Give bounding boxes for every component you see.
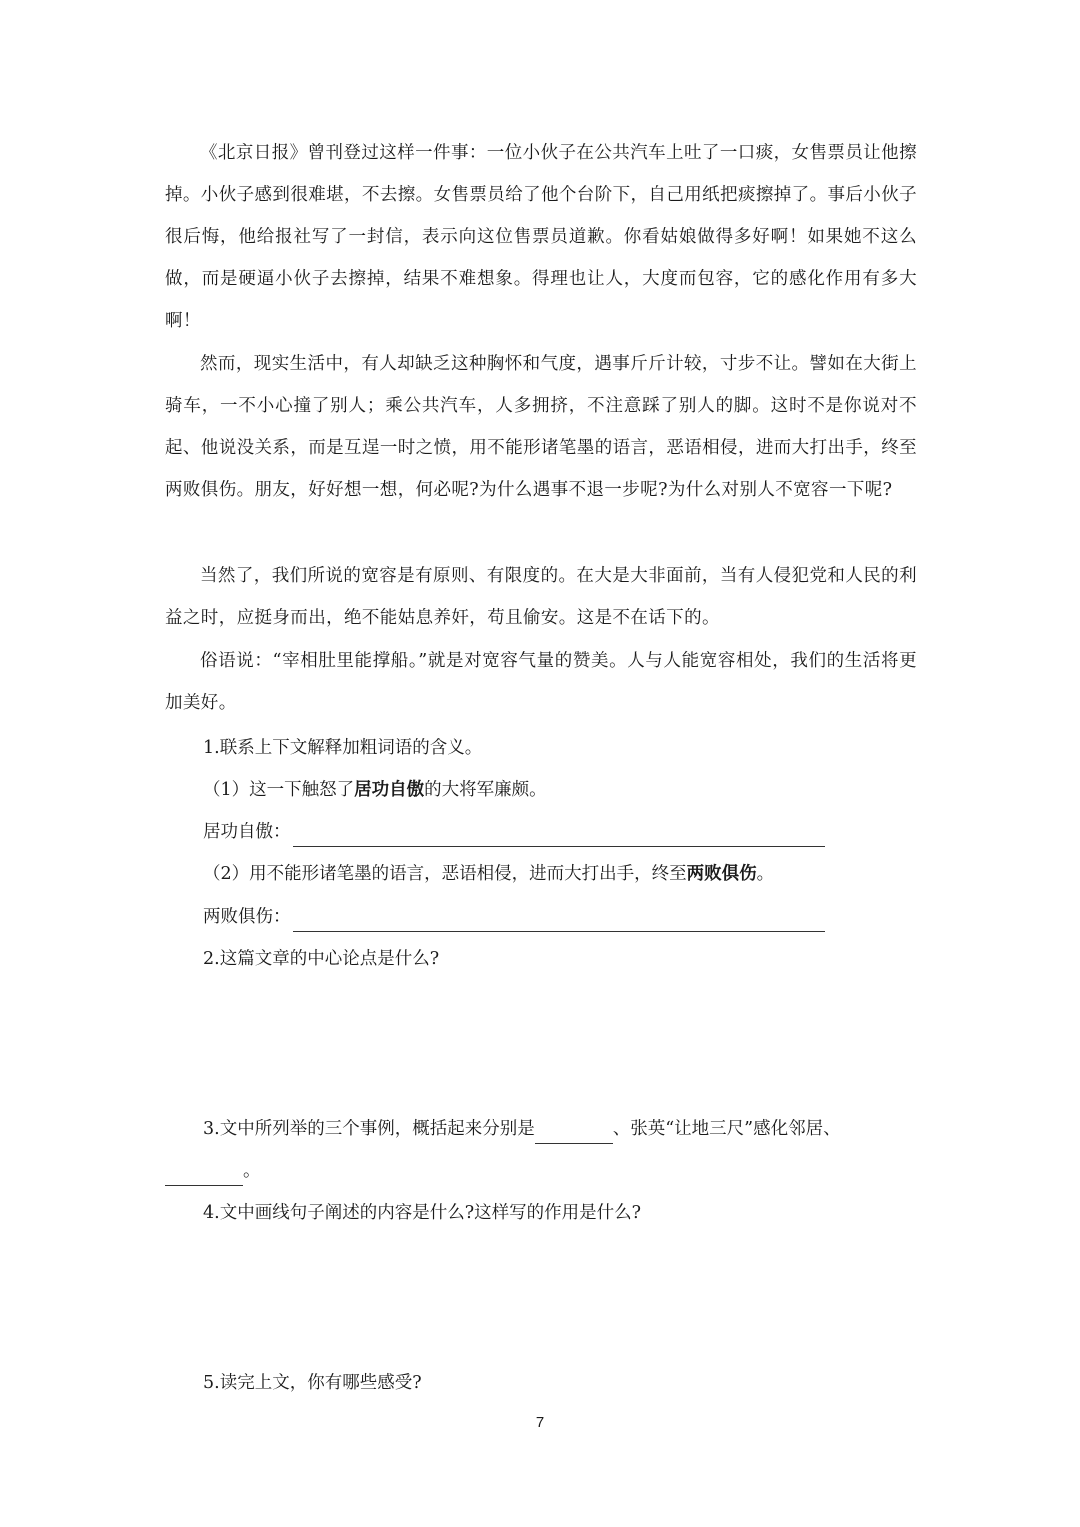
passage-paragraph-1: 《北京日报》曾刊登过这样一件事：一位小伙子在公共汽车上吐了一口痰，女售票员让他擦掉。小伙子感到很难堪，不去擦。女售票员给了他个台阶下，自己用纸把痰擦掉了。事后小伙子很后悔，他给报社写了一封信，表示向这位售票员道歉。你看姑娘做得多好啊！如果她不这么做，而是硬逼小伙子去擦掉，结果不难想象。得理也让人，大度而包容，它的感化作用有多大啊！ [165,143,917,331]
question-2: 2.这篇文章的中心论点是什么? [203,949,440,969]
sub2-text-before: （2）用不能形诸笔墨的语言，恶语相侵，进而大打出手，终至 [203,864,687,884]
question-1-stem: 1.联系上下文解释加粗词语的含义。 [203,738,483,758]
bold-term-1: 居功自傲 [354,780,425,800]
bold-term-2: 两败俱伤 [686,864,757,884]
passage-paragraph-4: 俗语说：“宰相肚里能撑船。”就是对宽容气量的赞美。人与人能宽容相处，我们的生活将更加美好。 [165,651,917,713]
fill-blank-1[interactable] [535,1125,613,1144]
question-1-answer-row-1 [203,817,825,847]
question-5: 5.读完上文，你有哪些感受? [203,1373,422,1393]
sub1-text-after: 的大将军廉颇。 [424,780,547,800]
answer-line-1[interactable] [293,828,825,847]
page-number: 7 [535,1414,545,1431]
question-4: 4.文中画线句子阐述的内容是什么?这样写的作用是什么? [203,1203,641,1223]
answer-label-2: 两败俱伤： [203,907,291,927]
sub2-text-after: 。 [756,864,775,884]
passage-paragraph-3: 当然了，我们所说的宽容是有原则、有限度的。在大是大非面前，当有人侵犯党和人民的利益之时，应挺身而出，绝不能姑息养奸，苟且偷安。这是不在话下的。 [165,566,917,628]
fill-blank-2[interactable] [165,1167,243,1186]
question-1-sub-2 [203,859,774,889]
question-1-sub-1 [203,775,547,805]
answer-line-2[interactable] [293,913,825,932]
question-3-continuation [165,1156,261,1186]
passage-paragraph-2: 然而，现实生活中，有人却缺乏这种胸怀和气度，遇事斤斤计较，寸步不让。譬如在大街上骑车，一不小心撞了别人；乘公共汽车，人多拥挤，不注意踩了别人的脚。这时不是你说对不起、他说没关系，而是互逞一时之愤，用不能形诸笔墨的语言，恶语相侵，进而大打出手，终至两败俱伤。朋友，好好想一想，何必呢?为什么遇事不退一步呢?为什么对别人不宽容一下呢? [165,354,917,500]
question-3-text-2: 、张英“让地三尺”感化邻居、 [612,1119,841,1139]
question-1-answer-row-2 [203,902,825,932]
question-3-text-1: 3.文中所列举的三个事例，概括起来分别是 [203,1119,535,1139]
answer-label-1: 居功自傲： [203,822,291,842]
sub1-text-before: （1）这一下触怒了 [203,780,355,800]
question-3-end: 。 [243,1161,261,1181]
question-3 [203,1114,841,1144]
